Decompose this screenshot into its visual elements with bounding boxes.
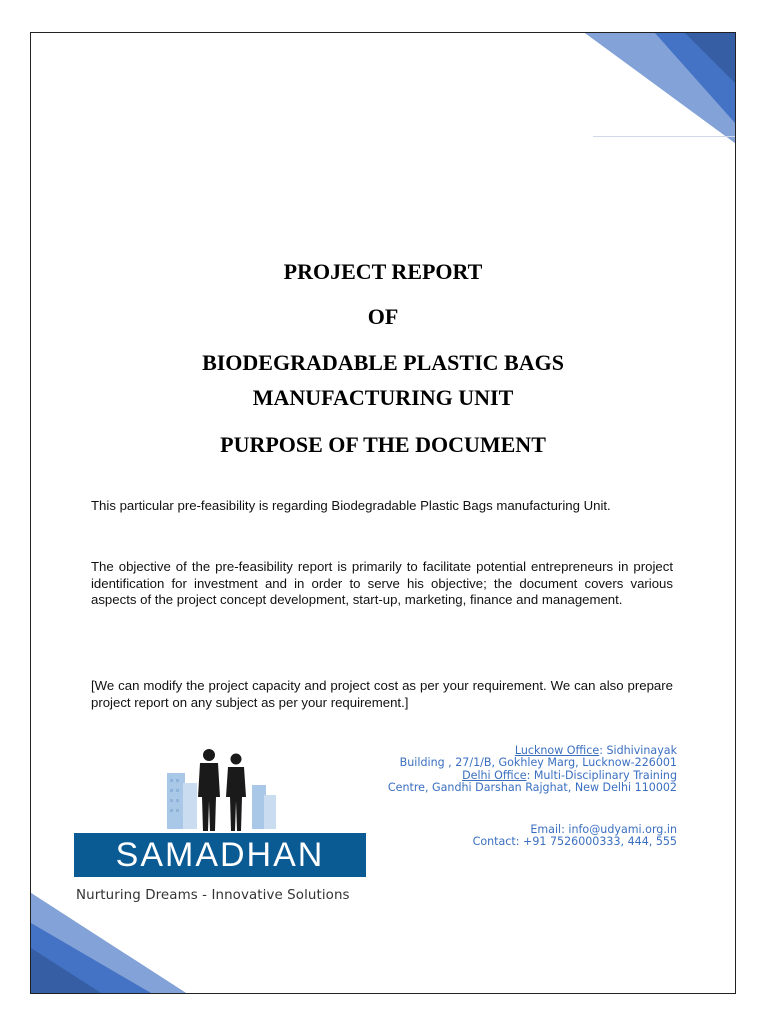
header-rule xyxy=(593,136,736,137)
office-address xyxy=(357,745,677,794)
logo-wordmark: SAMADHAN xyxy=(74,833,366,877)
corner-decoration-bottom-left xyxy=(31,893,186,993)
lucknow-office-address: Building , 27/1/B, Gokhley Marg, Lucknow-226001 xyxy=(399,756,677,770)
samadhan-logo xyxy=(74,745,374,907)
report-title: PROJECT REPORT xyxy=(283,259,483,284)
buildings-people-icon xyxy=(162,745,282,835)
lucknow-office-text: : Sidhivinayak xyxy=(599,744,677,757)
corner-decoration-top-right xyxy=(585,33,735,143)
report-subject-line2: MANUFACTURING UNIT xyxy=(252,385,514,410)
delhi-office-label: Delhi Office xyxy=(462,768,527,782)
document-page xyxy=(30,32,736,994)
contact-info xyxy=(357,824,677,849)
delhi-office-text: : Multi-Disciplinary Training xyxy=(526,768,677,782)
purpose-heading: PURPOSE OF THE DOCUMENT xyxy=(220,432,546,457)
email-text: Email: info@udyami.org.in xyxy=(530,823,677,836)
objective-paragraph: The objective of the pre-feasibility report is primarily to facilitate potential entrepreneurs in project identification for investment and in order to serve his objective; the document covers various aspects of the project concept development, start-up, marketing, finance and management. xyxy=(91,559,673,607)
phone-text: Contact: +91 7526000333, 444, 555 xyxy=(472,835,677,849)
lucknow-office-label: Lucknow Office xyxy=(514,744,600,757)
report-subject-line1: BIODEGRADABLE PLASTIC BAGS xyxy=(202,350,564,375)
report-title-of: OF xyxy=(367,304,399,329)
intro-paragraph: This particular pre-feasibility is regarding Biodegradable Plastic Bags manufacturing Unit. xyxy=(91,498,611,513)
note-paragraph: [We can modify the project capacity and project cost as per your requirement. We can also prepare project report on any subject as per your requirement.] xyxy=(91,678,673,710)
logo-tagline: Nurturing Dreams - Innovative Solutions xyxy=(76,888,350,903)
delhi-office-address: Centre, Gandhi Darshan Rajghat, New Delhi 110002 xyxy=(387,780,677,794)
